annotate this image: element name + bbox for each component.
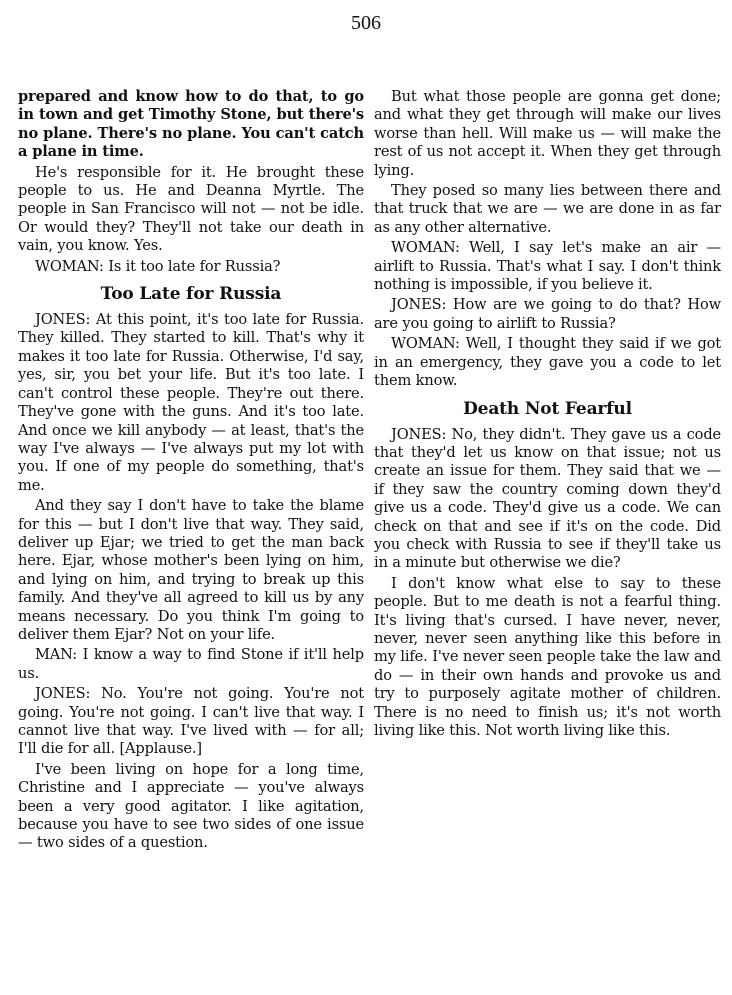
paragraph: JONES: No, they didn't. They gave us a code that they'd let us know on that issue; not us create an issue for them. They said that we — if they saw the country coming down they'd give us a code. They'd give us a code. We can check on that and see if it's on the code. Did you check with Russia to see if they'll take us in a minute but otherwise we die? <box>374 425 721 572</box>
paragraph: I don't know what else to say to these people. But to me death is not a fearful thing. It's living that's cursed. I have never, never, never, never seen anything like this before in my life. I've never seen people take the law and do — in their own hands and provoke us and try to purposely agitate mother of children. There is no need to finish us; it's not worth living like this. Not worth living like this. <box>374 574 721 739</box>
paragraph: MAN: I know a way to find Stone if it'll help us. <box>18 646 364 682</box>
paragraph: JONES: At this point, it's too late for Russia. They killed. They started to kill. That's why it makes it too late for Russia. Otherwise, I'd say, yes, sir, you bet your life. But it's too late. I can't control these people. They're out there. They've gone with the guns. And it's too late. And once we kill anybody — at least, that's the way I've always — I've always put my lot with you. If one of my people do something, that's me. <box>18 311 364 494</box>
paragraph: JONES: No. You're not going. You're not going. You're not going. I can't live that way. I cannot live that way. I've lived with — for all; I'll die for all. [Applause.] <box>18 685 364 758</box>
right-column <box>374 88 721 742</box>
paragraph: WOMAN: Is it too late for Russia? <box>35 257 281 275</box>
paragraph: But what those people are gonna get done; and what they get through will make our lives worse than hell. Will make us — will make the rest of us not accept it. When they get through lying. <box>374 88 721 179</box>
paragraph: I've been living on hope for a long time, Christine and I appreciate — you've always been a very good agitator. I like agitation, because you have to see two sides of one issue — two sides of a question. <box>18 760 364 852</box>
section-heading: Death Not Fearful <box>463 398 632 419</box>
paragraph: prepared and know how to do that, to go in town and get Timothy Stone, but there's no plane. There's no plane. You can't catch a plane in time. <box>18 88 364 161</box>
section-heading: Too Late for Russia <box>100 284 282 305</box>
left-column <box>18 88 364 855</box>
paragraph: WOMAN: Well, I say let's make an air — airlift to Russia. That's what I say. I don't think nothing is impossible, if you believe it. <box>374 239 721 294</box>
paragraph: They posed so many lies between there and that truck that we are — we are done in as far as any other alternative. <box>374 182 721 236</box>
paragraph: He's responsible for it. He brought these people to us. He and Deanna Myrtle. The people in San Francisco will not — not be idle. Or would they? They'll not take our death in vain, you know. Yes. <box>18 163 364 255</box>
paragraph: And they say I don't have to take the blame for this — but I don't live that way. They said, deliver up Ejar; we tried to get the man back here. Ejar, whose mother's been lying on him, and lying on him, and trying to break up this family. And they've all agreed to kill us by any means necessary. Do you think I'm going to deliver them Ejar? Not on your life. <box>18 497 364 643</box>
paragraph: JONES: How are we going to do that? How are you going to airlift to Russia? <box>374 296 721 332</box>
paragraph: WOMAN: Well, I thought they said if we got in an emergency, they gave you a code to let them know. <box>374 335 721 390</box>
page-number: 506 <box>351 12 381 34</box>
